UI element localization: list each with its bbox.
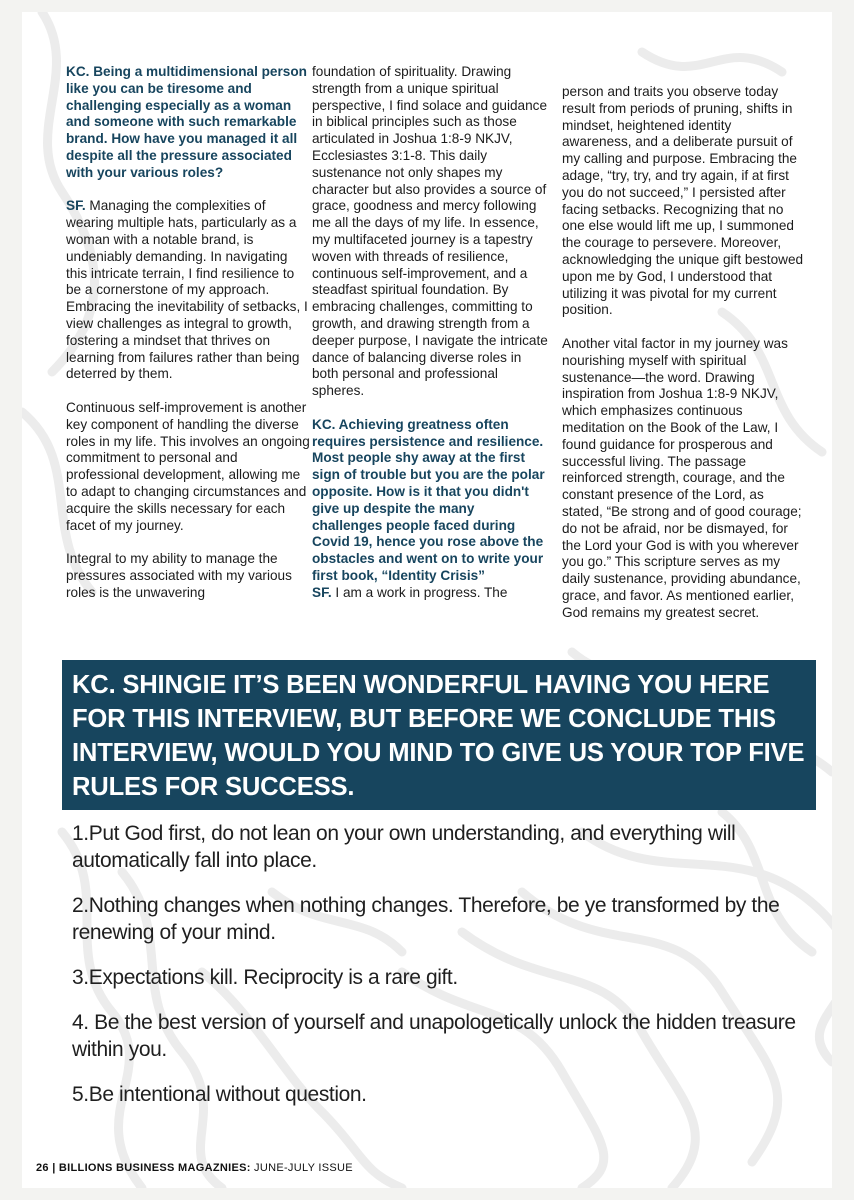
rule-item-1: 1.Put God first, do not lean on your own understanding, and everything will automatically fall into place. [72, 822, 736, 872]
issue-label: JUNE-JULY ISSUE [254, 1162, 353, 1174]
rule-item-3: 3.Expectations kill. Reciprocity is a rare gift. [72, 966, 458, 989]
page-number: 26 [36, 1162, 49, 1174]
answer-paragraph: Another vital factor in my journey was nourishing myself with spiritual sustenance—the word. Drawing inspiration from Joshua 1:8-9 NKJV, which emphasizes continuous meditation on the Book of the Law, I found guidance for prosperous and successful living. The passage reinforced strength, courage, and the constant presence of the Lord, as stated, “Be strong and of good courage; do not be afraid, nor be dismayed, for the Lord your God is with you wherever you go.” This scripture serves as my daily sustenance, providing abundance, grace, and favor. As mentioned earlier, God remains my greatest secret. [562, 335, 802, 620]
article-column-1 [66, 64, 312, 602]
answer-paragraph: foundation of spirituality. Drawing strength from a unique spiritual perspective, I find solace and guidance in biblical principles such as those articulated in Joshua 1:8-9 NKJV, Ecclesiastes 3:1-8. This daily sustenance not only shapes my character but also provides a source of grace, goodness and mercy following me all the days of my life. In essence, my multifaceted journey is a tapestry woven with threads of resilience, continuous self-improvement, and a steadfast spiritual foundation. By embracing challenges, committing to growth, and drawing strength from a deeper purpose, I navigate the intricate dance of balancing diverse roles in both personal and professional spheres. [312, 64, 548, 399]
answer-paragraph: Continuous self-improvement is another key component of handling the diverse roles in my life. This involves an ongoing commitment to personal and professional development, allowing me to adapt to changing circumstances and acquire the skills necessary for each facet of my journey. [66, 399, 310, 533]
speaker-label: SF. [66, 198, 86, 214]
question-2: KC. Achieving greatness often requires persistence and resilience. Most people shy away at the first sign of trouble but you are the polar opposite. How is it that you didn't give up despite the many challenges people faced during Covid 19, hence you rose above the obstacles and went on to write your first book, “Identity Crisis” [312, 416, 545, 583]
success-rules-list [72, 820, 832, 1126]
rule-item-4: 4. Be the best version of yourself and unapologetically unlock the hidden treasure within you. [72, 1011, 796, 1061]
answer-paragraph: SF. Managing the complexities of wearing multiple hats, particularly as a woman with a notable brand, is undeniably demanding. In navigating this intricate terrain, I find resilience to be a cornerstone of my approach. Embracing the inevitability of setbacks, I view challenges as integral to growth, fostering a mindset that thrives on learning from failures rather than being deterred by them. [66, 198, 308, 382]
rule-item-5: 5.Be intentional without question. [72, 1083, 367, 1106]
article-column-3 [562, 84, 804, 622]
question-1: KC. Being a multidimensional person like you can be tiresome and challenging especially as a woman and someone with such remarkable brand. How have you managed it all despite all the pressure associated with your various roles? [66, 64, 307, 180]
publication-name: | BILLIONS BUSINESS MAGAZNIES: [52, 1162, 251, 1174]
speaker-label: SF. [312, 584, 332, 600]
question-banner [62, 660, 816, 810]
rule-item-2: 2.Nothing changes when nothing changes. Therefore, be ye transformed by the renewing of your mind. [72, 894, 780, 944]
question-2-paragraph: KC. Achieving greatness often requires persistence and resilience. Most people shy away at the first sign of trouble but you are the polar opposite. How is it that you didn't give up despite the many challenges people faced during Covid 19, hence you rose above the obstacles and went on to write your first book, “Identity Crisis” SF. I am a work in progress. The [312, 416, 545, 600]
answer-paragraph: person and traits you observe today result from periods of pruning, shifts in mindset, heightened identity awareness, and a deliberate pursuit of my calling and purpose. Embracing the adage, “try, try, and try again, if at first you do not succeed,” I persisted after facing setbacks. Recognizing that no one else would lift me up, I summoned the courage to persevere. Moreover, acknowledging the unique gift bestowed upon me by God, I understood that utilizing it was pivotal for my current position. [562, 84, 804, 318]
article-column-2 [312, 64, 548, 602]
answer-paragraph: Integral to my ability to manage the pressures associated with my various roles is the unwavering [66, 551, 292, 600]
banner-question: KC. SHINGIE IT’S BEEN WONDERFUL HAVING YOU HERE FOR THIS INTERVIEW, BUT BEFORE WE CONCLUDE THIS INTERVIEW, WOULD YOU MIND TO GIVE US YOUR TOP FIVE RULES FOR SUCCESS. [72, 671, 805, 801]
page-footer [36, 1162, 353, 1174]
magazine-page [22, 12, 832, 1188]
article-columns [22, 64, 832, 664]
